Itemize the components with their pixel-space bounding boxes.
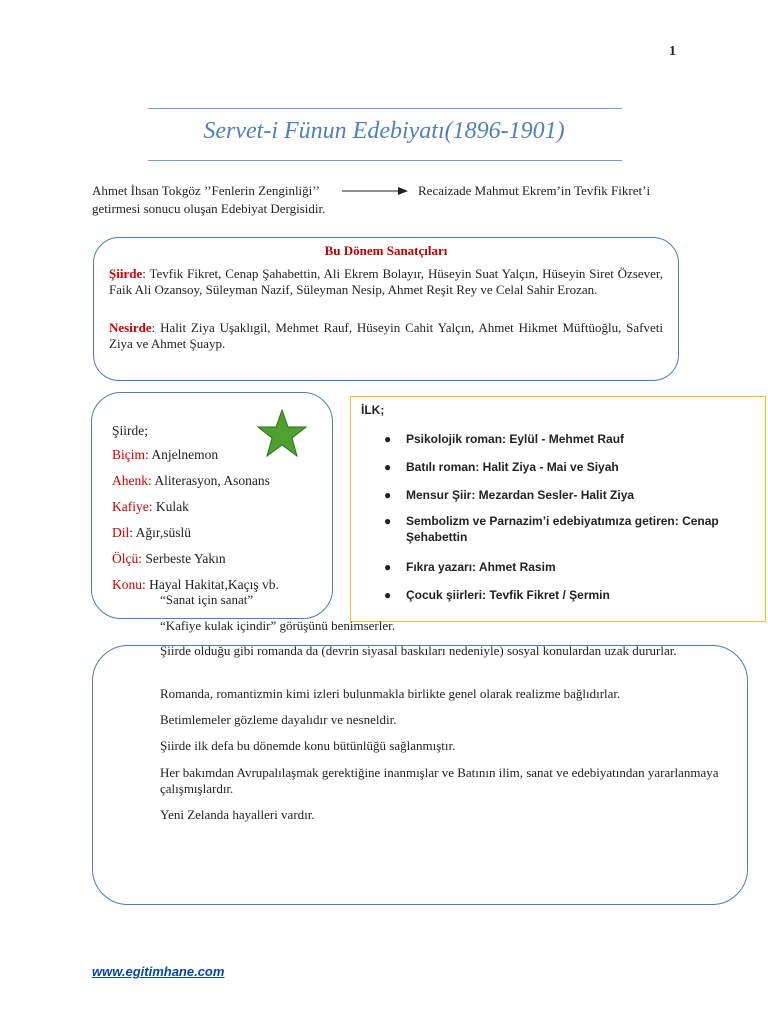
intro-line2: getirmesi sonucu oluşan Edebiyat Dergisidir. bbox=[92, 201, 326, 216]
feature-row bbox=[112, 473, 270, 489]
feature-label: Dil: bbox=[112, 525, 134, 540]
list-item-text: Sembolizm ve Parnazim’i edebiyatımıza getiren: Cenap Şehabettin bbox=[406, 514, 719, 544]
page-title: Servet-i Fünun Edebiyatı(1896-1901) bbox=[203, 118, 565, 144]
note-paragraph: Her bakımdan Avrupalılaşmak gerektiğine inanmışlar ve Batının ilim, sanat ve edebiyatından yararlanmaya çalışmışlardır. bbox=[160, 765, 719, 796]
artists-box bbox=[93, 237, 679, 381]
note-paragraph: Şiirde olduğu gibi romanda da (devrin siyasal baskıları nedeniyle) sosyal konulardan uzak dururlar. bbox=[160, 643, 677, 658]
poetry-features-box bbox=[91, 392, 333, 619]
note-paragraph: Şiirde ilk defa bu dönemde konu bütünlüğü sağlanmıştır. bbox=[160, 738, 456, 753]
feature-value: Kulak bbox=[152, 499, 189, 514]
list-item-text: Psikolojik roman: Eylül - Mehmet Rauf bbox=[406, 432, 625, 446]
feature-row bbox=[112, 525, 191, 541]
bullet-icon: ● bbox=[384, 514, 392, 528]
list-item bbox=[384, 459, 761, 475]
intro-paragraph bbox=[92, 182, 692, 218]
arrow-right-icon bbox=[342, 186, 408, 196]
note-line: “Sanat için sanat” bbox=[160, 592, 254, 607]
feature-row bbox=[112, 577, 279, 593]
feature-value: Ağır,süslü bbox=[133, 525, 191, 540]
feature-value: Serbeste Yakın bbox=[142, 551, 226, 566]
bullet-icon: ● bbox=[384, 460, 392, 474]
bullet-icon: ● bbox=[384, 560, 392, 574]
list-item bbox=[384, 487, 761, 503]
poetry-heading: Şiirde; bbox=[112, 423, 148, 438]
feature-label: Konu: bbox=[112, 577, 146, 592]
feature-value: Hayal Hakitat,Kaçış vb. bbox=[145, 577, 279, 592]
artists-header: Bu Dönem Sanatçıları bbox=[324, 243, 448, 258]
footer-link[interactable]: www.egitimhane.com bbox=[92, 964, 225, 979]
feature-label: Ahenk: bbox=[112, 473, 152, 488]
poetry-artists-text: : Tevfik Fikret, Cenap Şahabettin, Ali Ekrem Bolayır, Hüseyin Suat Yalçın, Hüseyin Siret Özsever, Faik Ali Ozansoy, Süleyman Nazif, Süleyman Nesip, Ahmet Reşit Rey ve Celal Sahir Erozan. bbox=[109, 266, 663, 297]
firsts-heading: İLK; bbox=[361, 403, 385, 417]
note-line: “Kafiye kulak içindir” görüşünü benimserler. bbox=[160, 618, 396, 633]
bullet-icon: ● bbox=[384, 488, 392, 502]
list-item bbox=[384, 587, 761, 603]
feature-row bbox=[112, 499, 189, 515]
list-item-text: Batılı roman: Halit Ziya - Mai ve Siyah bbox=[406, 460, 619, 474]
poetry-artists bbox=[109, 266, 663, 298]
prose-artists-text: : Halit Ziya Uşaklıgil, Mehmet Rauf, Hüseyin Cahit Yalçın, Ahmet Hikmet Müftüoğlu, Safveti Ziya ve Ahmet Şuayp. bbox=[109, 320, 663, 351]
list-item-text: Mensur Şiir: Mezardan Sesler- Halit Ziya bbox=[406, 488, 635, 502]
list-item bbox=[384, 431, 761, 447]
feature-row bbox=[112, 447, 218, 463]
list-item-text: Çocuk şiirleri: Tevfik Fikret / Şermin bbox=[406, 588, 610, 602]
feature-label: Kafiye: bbox=[112, 499, 153, 514]
title-bottom-rule bbox=[148, 160, 622, 161]
title-top-rule bbox=[148, 108, 622, 109]
star-icon bbox=[257, 409, 307, 457]
note-paragraph: Yeni Zelanda hayalleri vardır. bbox=[160, 807, 315, 822]
bullet-icon: ● bbox=[384, 588, 392, 602]
prose-artists bbox=[109, 320, 663, 352]
list-item bbox=[384, 513, 761, 545]
feature-row bbox=[112, 551, 226, 567]
list-item bbox=[384, 559, 761, 575]
intro-right: Recaizade Mahmut Ekrem’in Tevfik Fikret’i bbox=[418, 183, 651, 198]
feature-label: Ölçü: bbox=[112, 551, 142, 566]
intro-left: Ahmet İhsan Tokgöz ’’Fenlerin Zenginliği’’ bbox=[92, 183, 320, 198]
feature-value: Anjelnemon bbox=[148, 447, 219, 462]
page-number: 1 bbox=[669, 44, 676, 59]
list-item-text: Fıkra yazarı: Ahmet Rasim bbox=[406, 560, 556, 574]
prose-label: Nesirde bbox=[109, 320, 152, 335]
bullet-icon: ● bbox=[384, 432, 392, 446]
note-paragraph: Romanda, romantizmin kimi izleri bulunmakla birlikte genel olarak realizme bağlıdırlar. bbox=[160, 686, 621, 701]
feature-label: Biçim: bbox=[112, 447, 149, 462]
poetry-label: Şiirde bbox=[109, 266, 143, 281]
note-paragraph: Betimlemeler gözleme dayalıdır ve nesneldir. bbox=[160, 712, 397, 727]
firsts-box bbox=[350, 396, 766, 622]
feature-value: Aliterasyon, Asonans bbox=[151, 473, 270, 488]
